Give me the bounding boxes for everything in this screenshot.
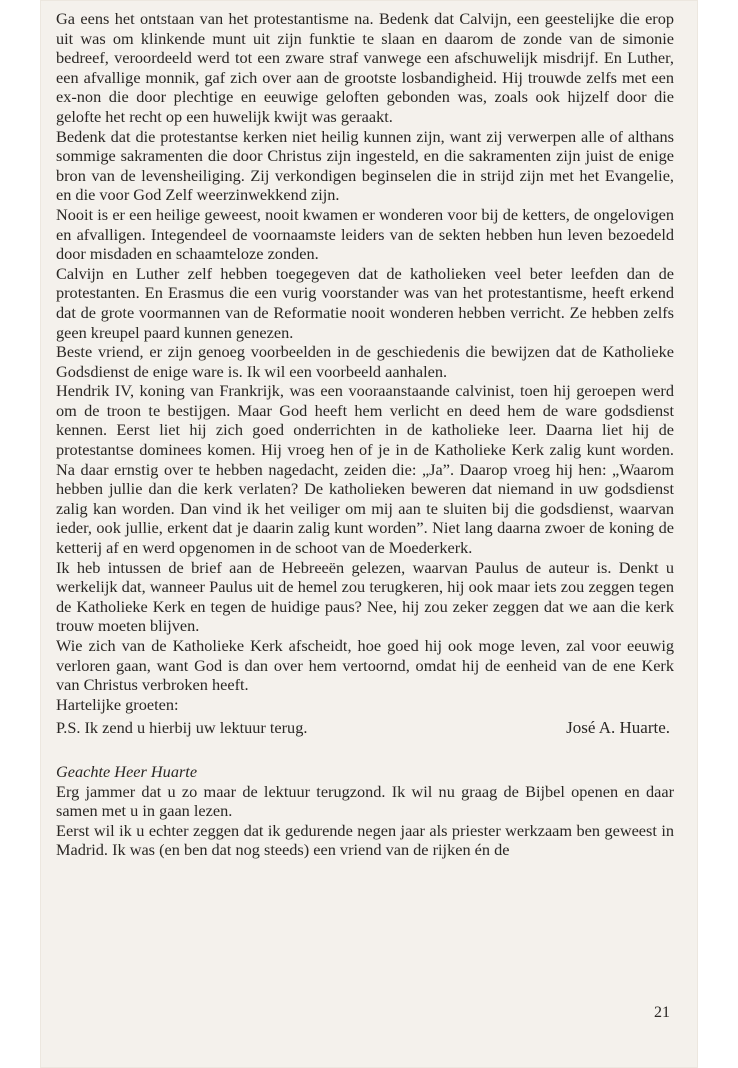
letter-paragraph-1: Ga eens het ontstaan van het protestantisme na. Bedenk dat Calvijn, een geestelijke die erop uit was om klinkende munt uit zijn funktie te slaan en daarom de zonde van de simonie bedreef, veroordeeld werd tot een zware straf vanwege een afschuwelijk misdrijf. En Luther, een afvallige monnik, gaf zich over aan de grootste losbandigheid. Hij trouwde zelfs met een ex-non die door plechtige en eeuwige geloften gebonden was, zoals ook hijzelf door die gelofte het recht op een huwelijk kwijt was geraakt. (56, 9, 674, 126)
reply-salutation: Geachte Heer Huarte (56, 761, 198, 781)
reply-paragraph-1: Erg jammer dat u zo maar de lektuur terugzond. Ik wil nu graag de Bijbel openen en daar samen met u in gaan lezen. (56, 781, 674, 821)
postscript: P.S. Ik zend u hierbij uw lektuur terug. (56, 718, 308, 738)
reply-paragraph-2: Eerst wil ik u echter zeggen dat ik gedurende negen jaar als priester werkzaam ben geweest in Madrid. Ik was (en ben dat nog steeds) een vriend van de rijken én de (56, 820, 674, 860)
letter-paragraph-3: Nooit is er een heilige geweest, nooit kwamen er wonderen voor bij de ketters, de ongelovigen en afvalligen. Integendeel de voornaamste leiders van de sekten hebben hun leven bezoedeld door misdaden en schaamteloze zonden. (56, 204, 674, 264)
letter-paragraph-6: Hendrik IV, koning van Frankrijk, was een vooraanstaande calvinist, toen hij geroepen werd om de troon te bestijgen. Maar God heeft hem verlicht en deed hem de ware godsdienst kennen. Eerst liet hij zich goed onderrichten in de katholieke leer. Daarna liet hij de protestantse dominees komen. Hij vroeg hen of je in de Katholieke Kerk zalig kunt worden. Na daar ernstig over te hebben nagedacht, zeiden die: „Ja”. Daarop vroeg hij hen: „Waarom hebben jullie dan die kerk verlaten? De katholieken beweren dat niemand in uw godsdienst zalig kan worden. Dan vind ik het veiliger om mij aan te sluiten bij die godsdienst, waarvan ieder, ook jullie, erkent dat je daarin zalig kunt worden”. Niet lang daarna zwoer de koning de ketterij af en werd opgenomen in de schoot van de Moederkerk. (56, 381, 674, 558)
page-text (56, 9, 674, 860)
letter-paragraph-2: Bedenk dat die protestantse kerken niet heilig kunnen zijn, want zij verwerpen alle of althans sommige sakramenten die door Christus zijn ingesteld, en die sakramenten zijn juist de enige bron van de levensheiliging. Zij verkondigen beginselen die in strijd zijn met het Evangelie, en die voor God Zelf weerzinwekkend zijn. (56, 126, 674, 205)
letter-paragraph-5: Beste vriend, er zijn genoeg voorbeelden in de geschiedenis die bewijzen dat de Katholieke Godsdienst de enige ware is. Ik wil een voorbeeld aanhalen. (56, 342, 674, 381)
letter-paragraph-8: Wie zich van de Katholieke Kerk afscheidt, hoe goed hij ook moge leven, zal voor eeuwig verloren gaan, want God is dan over hem vertoornd, omdat hij de eenheid van de ene Kerk van Christus verbroken heeft. (56, 636, 674, 695)
book-page (40, 0, 698, 1068)
page-number: 21 (654, 1004, 670, 1021)
signature: José A. Huarte. (566, 718, 670, 738)
letter-closing: Hartelijke groeten: (56, 694, 179, 714)
letter-paragraph-7: Ik heb intussen de brief aan de Hebreeën gelezen, waarvan Paulus de auteur is. Denkt u werkelijk dat, wanneer Paulus uit de hemel zou terugkeren, hij ook maar iets zou zeggen tegen de Katholieke Kerk en tegen de huidige paus? Nee, hij zou zeker zeggen dat we aan die kerk trouw moeten blijven. (56, 557, 674, 636)
letter-paragraph-4: Calvijn en Luther zelf hebben toegegeven dat de katholieken veel beter leefden dan de protestanten. En Erasmus die een vurig voorstander was van het protestantisme, heeft erkend dat de grote voormannen van de Reformatie nooit wonderen hebben verricht. Ze hebben zelfs geen kreupel paard kunnen genezen. (56, 263, 674, 342)
letter-signoff (56, 718, 674, 738)
